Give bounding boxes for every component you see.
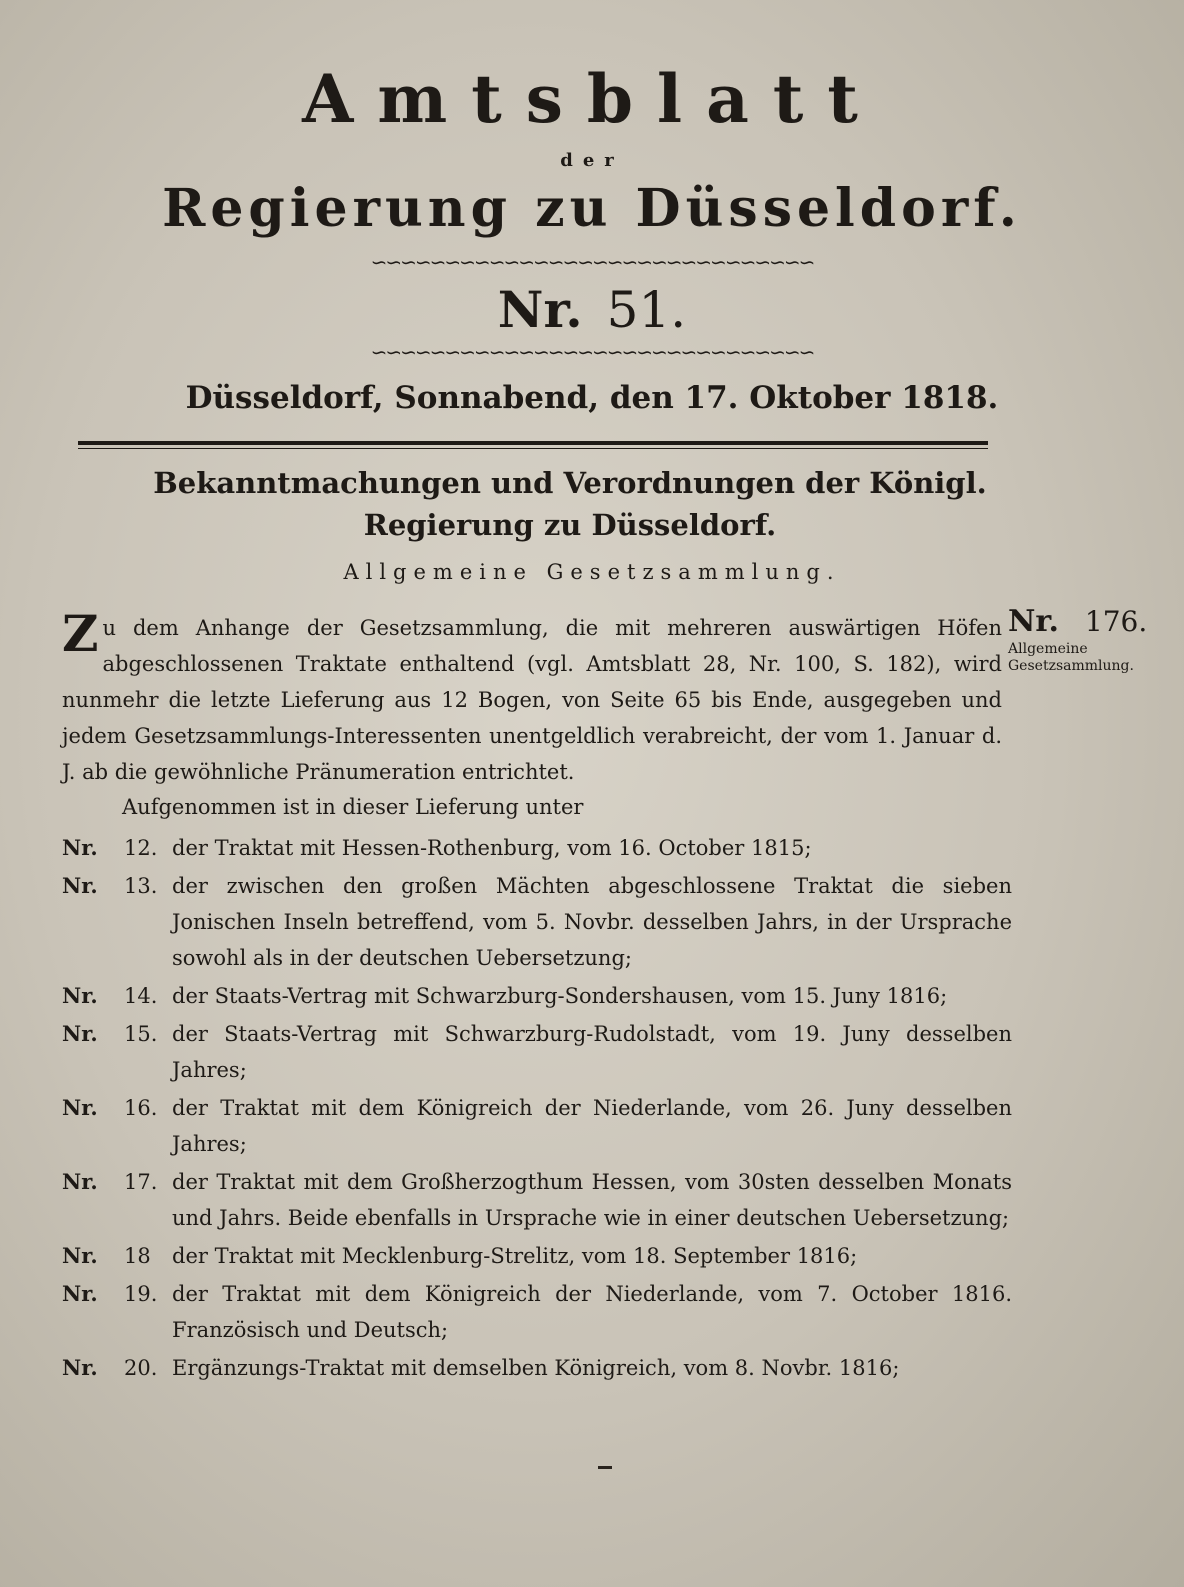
list-item — [62, 830, 1012, 866]
entry-number: 19. — [124, 1282, 158, 1306]
entry-text: der Traktat mit dem Königreich der Niederlande, vom 26. Juny desselben Jahres; — [172, 1096, 1012, 1156]
entry-label: Nr. — [62, 983, 98, 1008]
margin-note-number-value: 176. — [1084, 605, 1148, 638]
printer-mark — [598, 1466, 612, 1469]
list-item — [62, 1016, 1012, 1088]
entry-label: Nr. — [62, 1355, 98, 1380]
entry-text: der Traktat mit dem Großherzogthum Hessen, vom 30sten desselben Monats und Jahrs. Beide ebenfalls in Ursprache wie in einer deutschen Uebersetzung; — [172, 1170, 1012, 1230]
section-subheading: Allgemeine Gesetzsammlung. — [343, 560, 841, 584]
list-item — [62, 978, 1012, 1014]
heavy-rule — [78, 441, 988, 445]
entry-number: 16. — [124, 1096, 158, 1120]
margin-note-text: Allgemeine Gesetzsammlung. — [1008, 641, 1134, 674]
entry-label: Nr. — [62, 1095, 98, 1120]
intro-line: Aufgenommen ist in dieser Lieferung unter — [122, 795, 584, 819]
entry-label: Nr. — [62, 873, 98, 898]
entry-text: der Traktat mit Hessen-Rothenburg, vom 16. October 1815; — [172, 836, 812, 860]
list-item — [62, 1350, 1012, 1386]
ornament-rule-top: ∽∽∽∽∽∽∽∽∽∽∽∽∽∽∽∽∽∽∽∽∽∽∽∽∽∽∽∽∽∽ — [370, 250, 814, 274]
drop-cap: Z — [62, 604, 99, 663]
entry-label: Nr. — [62, 1243, 98, 1268]
entry-number: 14. — [124, 984, 158, 1008]
section-heading: Bekanntmachungen und Verordnungen der Königl. Regierung zu Düsseldorf. — [153, 466, 987, 542]
entry-label: Nr. — [62, 1281, 98, 1306]
entry-text: Ergänzungs-Traktat mit demselben Königreich, vom 8. Novbr. 1816; — [172, 1356, 900, 1380]
list-item — [62, 1090, 1012, 1162]
first-paragraph-text: u dem Anhange der Gesetzsammlung, die mit mehreren auswärtigen Höfen abgeschlossenen Traktate enthaltend (vgl. Amtsblatt 28, Nr. 100, S. 182), wird nunmehr die letzte Lieferung aus 12 Bogen, von Seite 65 bis Ende, ausgegeben und jedem Gesetzsammlungs-Interessenten unentgeldlich verabreicht, der vom 1. Januar d. J. ab die gewöhnliche Pränumeration entrichtet. — [62, 616, 1002, 784]
margin-note-label: Nr. — [1008, 604, 1059, 639]
entry-label: Nr. — [62, 1169, 98, 1194]
issue-label: Nr. — [497, 280, 583, 339]
entry-text: der zwischen den großen Mächten abgeschlossene Traktat die sieben Jonischen Inseln betreffend, vom 5. Novbr. desselben Jahrs, in der Ursprache sowohl als in der deutschen Uebersetzung; — [172, 874, 1012, 970]
list-item — [62, 1276, 1012, 1348]
thin-rule — [78, 448, 988, 449]
entry-label: Nr. — [62, 835, 98, 860]
issue-number — [0, 280, 1184, 339]
entry-number: 18 — [124, 1244, 151, 1268]
margin-note — [1008, 604, 1178, 675]
entry-text: der Staats-Vertrag mit Schwarzburg-Rudolstadt, vom 19. Juny desselben Jahres; — [172, 1022, 1012, 1082]
masthead-subtitle: Regierung zu Düsseldorf. — [162, 178, 1022, 239]
issue-number-value: 51. — [606, 281, 687, 339]
masthead-title: Amtsblatt — [302, 60, 882, 138]
entry-text: der Traktat mit Mecklenburg-Strelitz, vom 18. September 1816; — [172, 1244, 858, 1268]
entry-number: 17. — [124, 1170, 158, 1194]
entry-number: 13. — [124, 874, 158, 898]
entry-number: 15. — [124, 1022, 158, 1046]
entry-label: Nr. — [62, 1021, 98, 1046]
entry-number: 12. — [124, 836, 158, 860]
list-item — [62, 1164, 1012, 1236]
entry-text: der Staats-Vertrag mit Schwarzburg-Sondershausen, vom 15. Juny 1816; — [172, 984, 948, 1008]
ornament-rule-bottom: ∽∽∽∽∽∽∽∽∽∽∽∽∽∽∽∽∽∽∽∽∽∽∽∽∽∽∽∽∽∽ — [370, 340, 814, 364]
entry-text: der Traktat mit dem Königreich der Niederlande, vom 7. October 1816. Französisch und Deutsch; — [172, 1282, 1012, 1342]
first-paragraph — [62, 604, 1002, 790]
masthead-der: der — [560, 150, 624, 171]
dateline: Düsseldorf, Sonnabend, den 17. Oktober 1818. — [185, 380, 999, 416]
margin-note-number — [1008, 604, 1178, 639]
list-item — [62, 1238, 1012, 1274]
list-item — [62, 868, 1012, 976]
entry-number: 20. — [124, 1356, 158, 1380]
treaty-list — [62, 830, 1012, 1388]
